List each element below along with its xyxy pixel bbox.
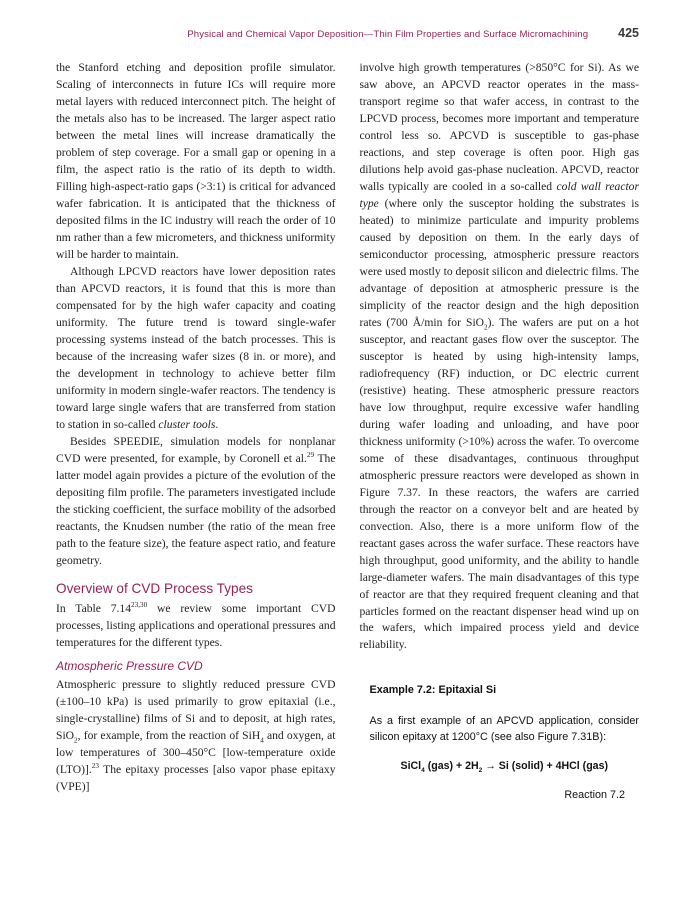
paragraph: the Stanford etching and deposition profile simulator. Scaling of interconnects in future ICs will require more metal layers with reduced interconnect pitch. The height of the metals also has to be increased. The larger aspect ratio between the metal lines will increase dramatically the problem of step coverage. For a small gap or opening in a film, the aspect ratio is the ratio of its depth to width. Filling high-aspect-ratio gaps (>3:1) is critical for advanced wafer fabrication. It is anticipated that the thickness of deposited films in the IC industry will reach the order of 10 nm rather than a few micrometers, and thickness uniformity will be harder to maintain.	[56, 61, 336, 261]
paragraph: Although LPCVD reactors have lower deposition rates than APCVD reactors, it is found that this is more than compensated for by the high wafer capacity and coating uniformity. The future trend is toward single-wafer processing systems instead of the batch processes. This is because of the increasing wafer sizes (8 in. or more), and the development in technology to achieve better film uniformity in modern single-wafer reactors. The tendency is toward large single wafers that are transferred from station to station in so-called cluster tools.	[56, 264, 336, 431]
reaction-label: Reaction 7.2	[564, 788, 625, 801]
subsection-heading-atmospheric-pressure-cvd: Atmospheric Pressure CVD	[56, 659, 203, 674]
two-column-body	[56, 60, 639, 803]
paragraph: Besides SPEEDIE, simulation models for nonplanar CVD were presented, for example, by Coronell et al.$^{29}$ The latter model again provides a picture of the evolution of the depositing film profile. The parameters investigated include the sticking coefficient, the surface mobility of the adsorbed reactants, the Knudsen number (the ratio of the mean free path to the feature size), the feature aspect ratio, and feature geometry.	[56, 434, 336, 567]
chemical-equation: SiCl$_4$ $(gas) + 2H_2 \to Si$ (solid) + 4HCl (gas)	[400, 760, 608, 775]
running-head	[56, 26, 639, 40]
example-title: Example 7.2: Epitaxial Si	[369, 684, 497, 697]
section-heading-cvd-process-types: Overview of CVD Process Types	[56, 580, 253, 596]
example-body: As a first example of an APCVD application, consider silicon epitaxy at 1200°C (see also Figure 7.31B):	[369, 714, 639, 743]
running-title: Physical and Chemical Vapor Deposition—Thin Film Properties and Surface Micromachining	[187, 29, 589, 40]
page-number: 425	[618, 26, 639, 40]
left-column	[56, 60, 336, 803]
paragraph: involve high growth temperatures (>850°C for Si). As we saw above, an APCVD reactor operates in the mass-transport regime so that wafer access, in contrast to the LPCVD process, becomes more important and temperature control less so. APCVD is susceptible to gas-phase reactions, and step coverage is often poor. High gas dilutions help avoid gas-phase nucleation. APCVD, reactor walls typically are cooled in a so-called cold wall reactor type (where only the susceptor holding the substrates is heated) to minimize particulate and impurity problems caused by deposition on them. In the early days of semiconductor processing, atmospheric pressure reactors were used mostly to deposit silicon and dielectric films. The advantage of deposition at atmospheric pressure is the simplicity of the reactor design and the high deposition rates (700 Å/min for SiO$_2$). The wafers are put on a hot susceptor, and reactant gases flow over the susceptor. The susceptor is heated by using high-intensity lamps, radiofrequency (RF) induction, or DC electric current (resistive) heating. These atmospheric pressure reactors have low throughput, require excessive wafer handling during wafer loading and unloading, and have poor thickness uniformity (>10%) across the wafer. To overcome some of these disadvantages, continuous throughput atmospheric pressure reactors were developed as shown in Figure 7.37. In these reactors, the wafers are carried through the reactor on a conveyor belt and are heated by convection. Also, there is a more uniform flow of the reactant gases across the wafer surface. These reactors have high throughput, good uniformity, and the ability to handle large-diameter wafers. The main disadvantages of this type of reactor are that they required frequent cleaning and that particles formed on the reactant dispenser head wind up on the wafers, which impaired process yield and device reliability.	[359, 61, 639, 652]
paragraph: In Table 7.14$^{23,30}$ we review some important CVD processes, listing applications and operational pressures and temperatures for the different types.	[56, 600, 336, 649]
example-block	[360, 682, 640, 803]
right-column	[360, 60, 640, 803]
paragraph: Atmospheric pressure to slightly reduced pressure CVD (±100–10 kPa) is used primarily to grow epitaxial (i.e., single-crystalline) films of Si and to deposit, at high rates, SiO$_2$, for example, from the reaction of SiH$_4$ and oxygen, at low temperatures of 300–450°C [low-temperature oxide (LTO)].$^{23}$ The epitaxy processes [also vapor phase epitaxy (VPE)]	[56, 678, 336, 794]
